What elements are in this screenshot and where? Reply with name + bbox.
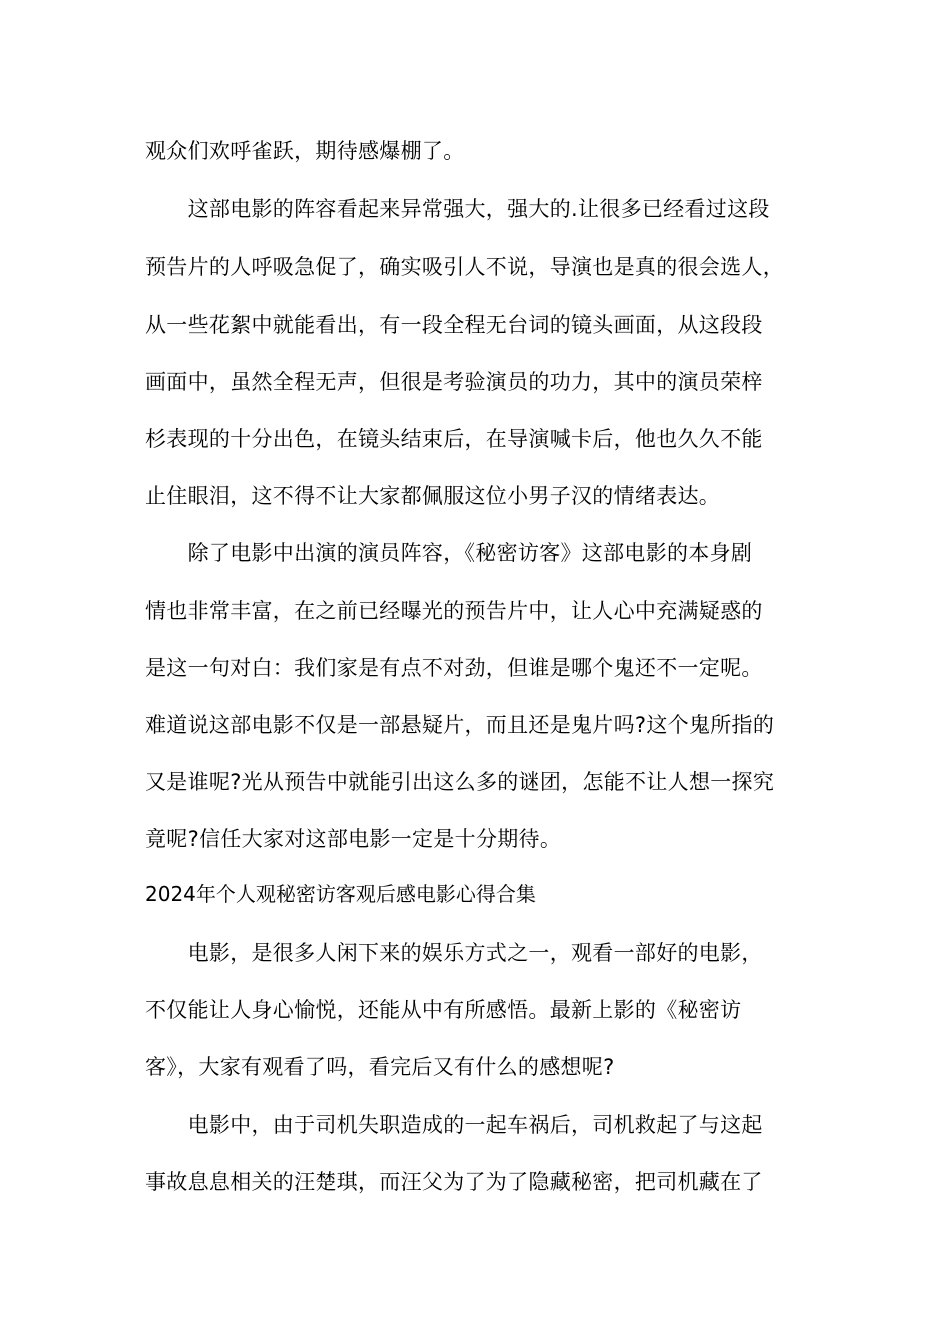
text-line: 观众们欢呼雀跃，期待感爆棚了。 xyxy=(145,139,465,163)
text-line: 画面中，虽然全程无声，但很是考验演员的功力，其中的演员荣梓 xyxy=(145,370,763,394)
text-line: 事故息息相关的汪楚琪，而汪父为了为了隐藏秘密，把司机藏在了 xyxy=(145,1170,763,1194)
text-line: 止住眼泪，这不得不让大家都佩服这位小男子汉的情绪表达。 xyxy=(145,484,721,508)
text-line: 杉表现的十分出色，在镜头结束后，在导演喊卡后，他也久久不能 xyxy=(145,427,763,451)
text-line: 客》，大家有观看了吗，看完后又有什么的感想呢? xyxy=(145,1055,615,1079)
text-line: 是这一句对白：我们家是有点不对劲，但谁是哪个鬼还不一定呢。 xyxy=(145,656,763,680)
text-line: 从一些花絮中就能看出，有一段全程无台词的镜头画面，从这段段 xyxy=(145,313,763,337)
text-line: 电影，是很多人闲下来的娱乐方式之一，观看一部好的电影， xyxy=(145,941,763,965)
text-line: 这部电影的阵容看起来异常强大，强大的.让很多已经看过这段 xyxy=(145,197,770,221)
text-line: 不仅能让人身心愉悦，还能从中有所感悟。最新上影的《秘密访 xyxy=(145,998,742,1022)
section-heading: 2024年个人观秘密访客观后感电影心得合集 xyxy=(145,882,536,906)
text-line: 除了电影中出演的演员阵容，《秘密访客》这部电影的本身剧 xyxy=(145,541,753,565)
text-line: 预告片的人呼吸急促了，确实吸引人不说，导演也是真的很会选人， xyxy=(145,255,784,279)
text-line: 难道说这部电影不仅是一部悬疑片，而且还是鬼片吗?这个鬼所指的 xyxy=(145,713,775,737)
text-line: 情也非常丰富，在之前已经曝光的预告片中，让人心中充满疑惑的 xyxy=(145,599,763,623)
text-line: 竟呢?信任大家对这部电影一定是十分期待。 xyxy=(145,827,562,851)
text-line: 又是谁呢?光从预告中就能引出这么多的谜团，怎能不让人想一探究 xyxy=(145,770,775,794)
text-line: 电影中，由于司机失职造成的一起车祸后，司机救起了与这起 xyxy=(145,1113,763,1137)
